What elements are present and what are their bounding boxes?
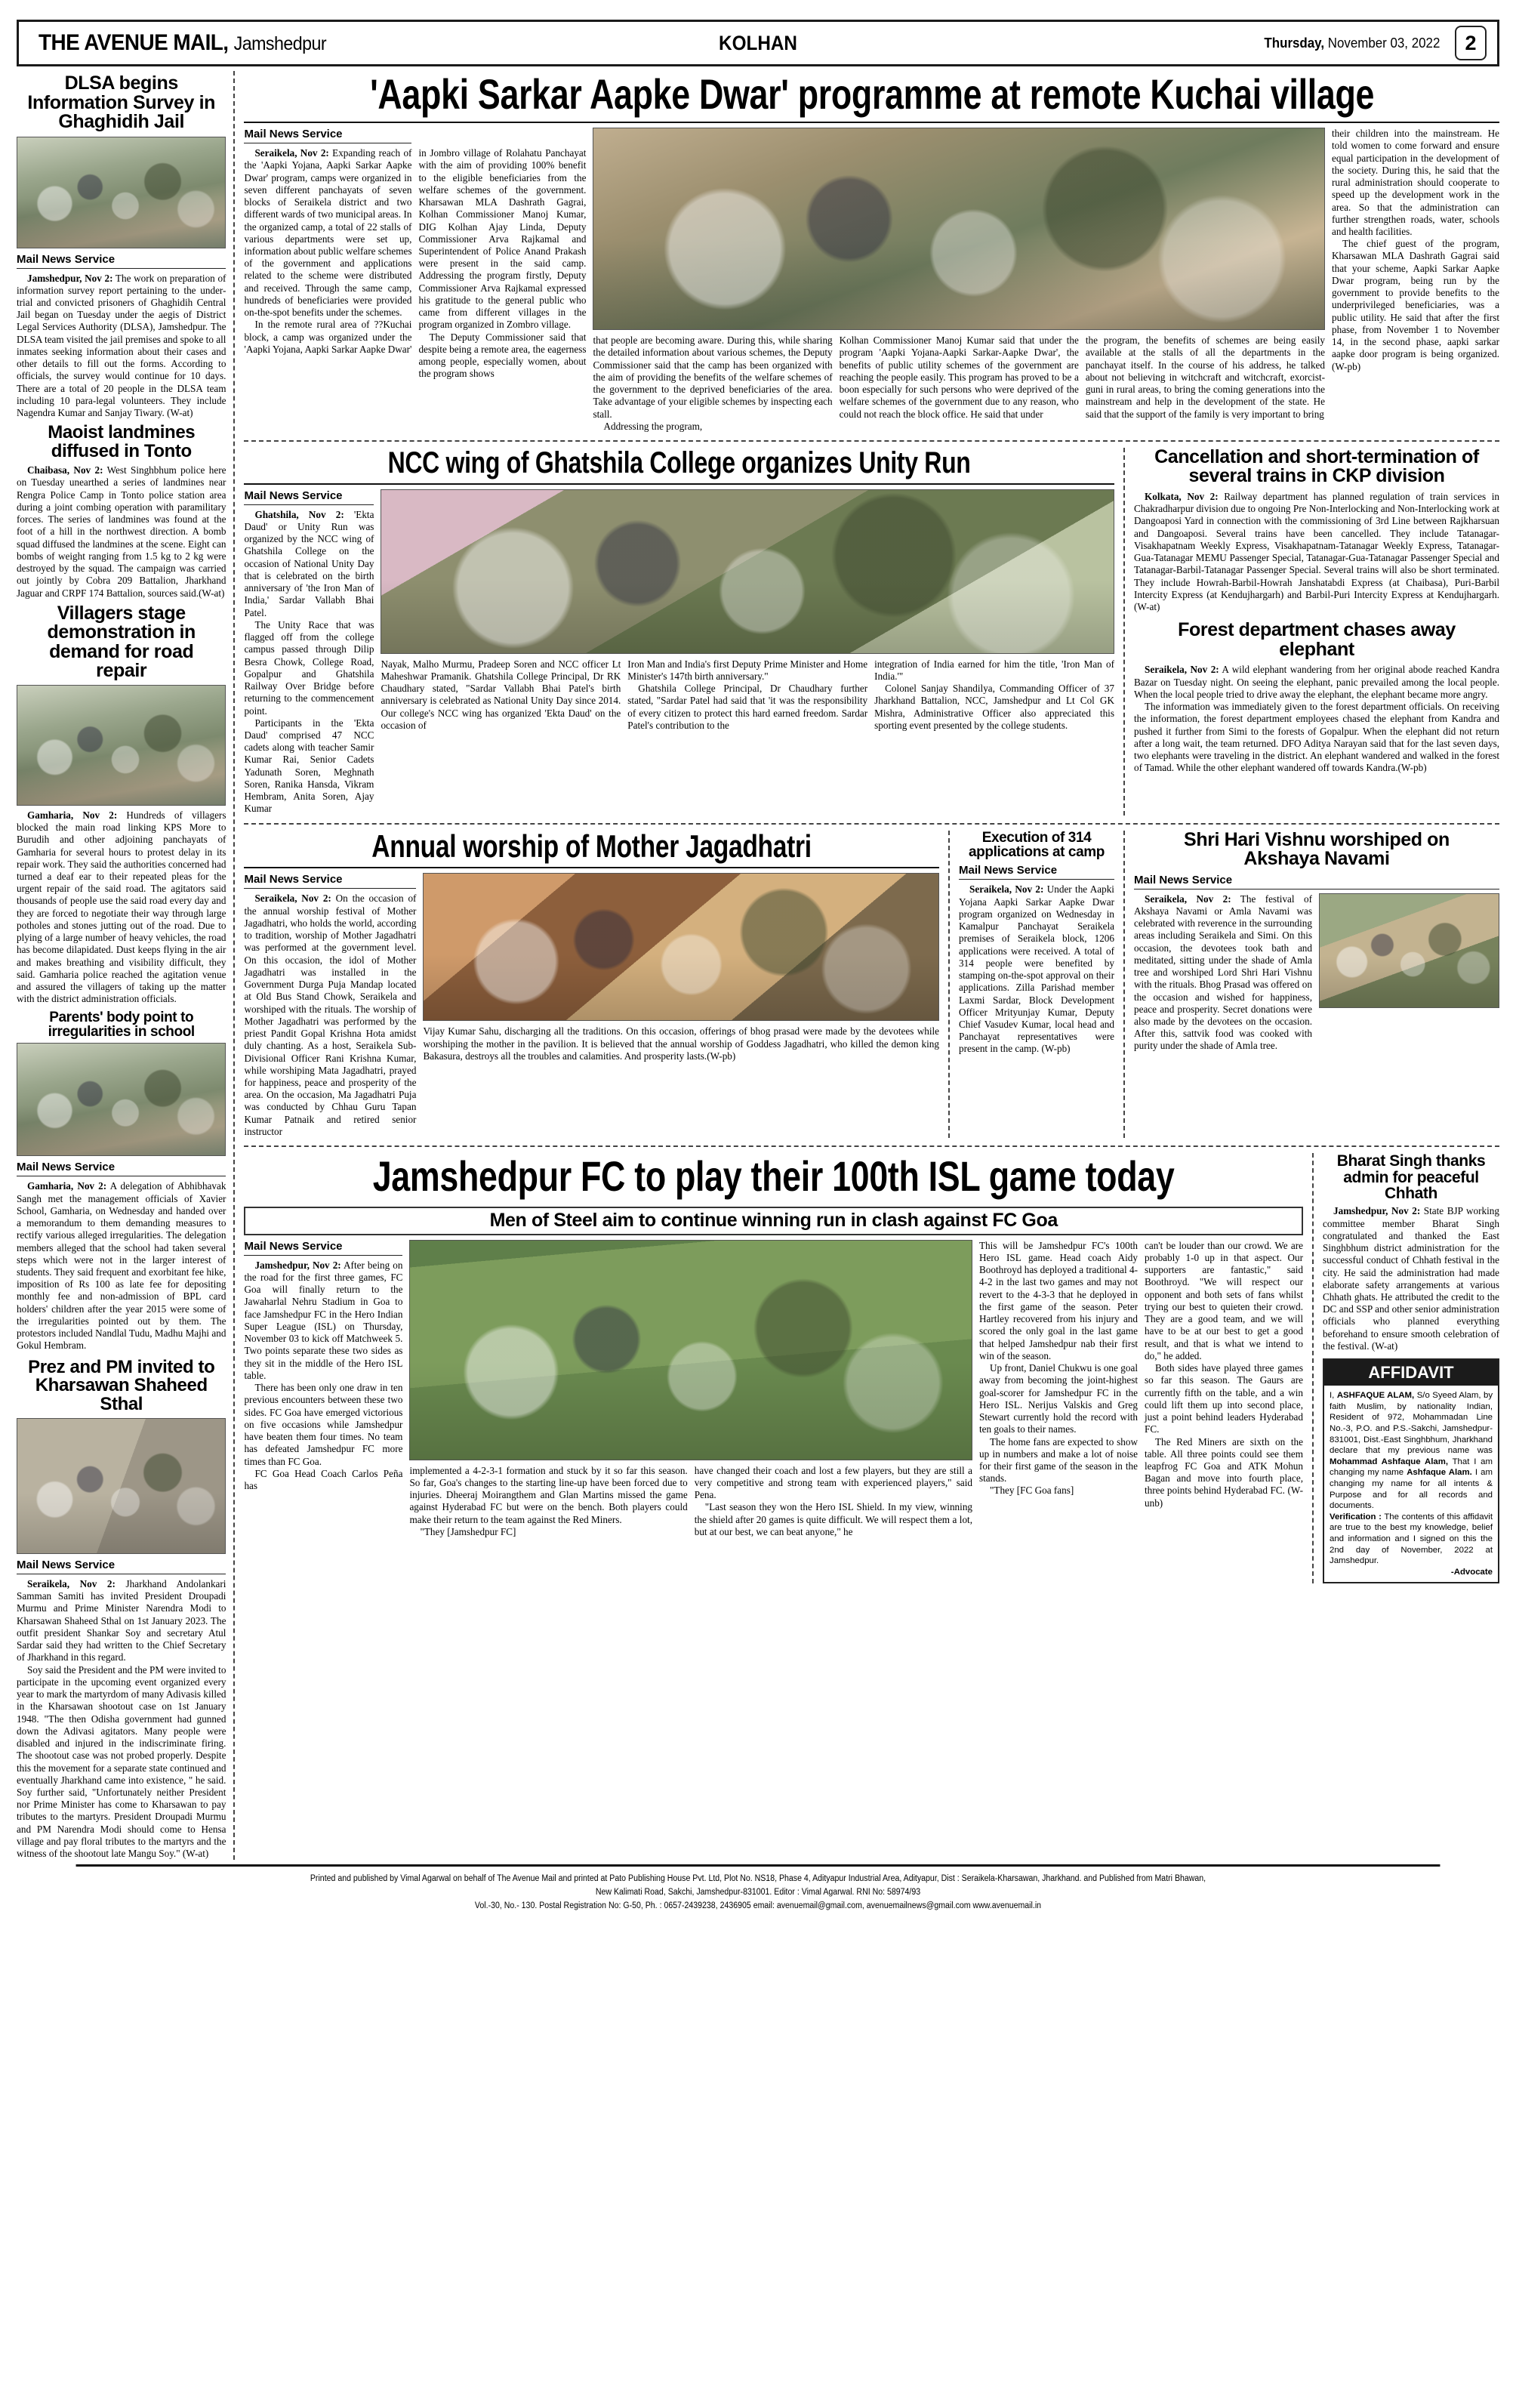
photo-parents-delegation: [17, 1043, 226, 1156]
photo-jagadhatri-idol: [423, 873, 939, 1021]
photo-prez-pm-portraits: [17, 1418, 226, 1554]
body-jfc-c2: implemented a 4-2-3-1 formation and stuck by it so far this season. So far, Goa's changes to the starting line-up have been forced due to injuries. Dheeraj Moirangthem and Glan Martins missed the game against Hyderabad FC but were on the bench. Both players could make their return to the team against the Red Miners.: [409, 1464, 688, 1525]
body-jfc-c4b: Up front, Daniel Chukwu is one goal away from becoming the joint-highest goal-scorer for Jamshedpur FC in the Hero ISL. Nerijus Valskis and Greg Stewart currently hold the record with ten goals to their names.: [979, 1362, 1138, 1435]
affidavit-name-current: ASHFAQUE ALAM,: [1336, 1391, 1415, 1401]
vishnu-block: [1123, 828, 1499, 1139]
jfc-col-2: [409, 1465, 687, 1538]
execution-block: [948, 831, 1123, 1139]
affidavit-line1-post: S/o Syeed Alam, by faith Muslim, by nationality Indian, Resident of 972, Mohammadan Line No.-3, P.O. and P.S.-Sakchi, Jamshedpur-831001, Dist.-East Singhbhum, Jharkhand declare that my previous name was: [1330, 1391, 1493, 1456]
dateline-aapki: Seraikela, Nov 2:: [254, 147, 329, 159]
body-ncc-c4b: Colonel Sanjay Shandilya, Commanding Officer of 37 Jharkhand Battalion, NCC, Jamshedpur and Lt Col GK Mishra, Administrative Officer also appreciated this sporting event presented by the college students.: [874, 683, 1114, 731]
body-jfc-c5c: The Red Miners are sixth on the table. All three points could see them leapfrog FC Goa and ATK Mohun Bagan and move into fourth place, three points behind Hyderabad FC. (W-unb): [1145, 1435, 1303, 1509]
ncc-col-3: [627, 658, 867, 732]
ncc-grid: [244, 489, 1114, 816]
headline-aapki-sarkar: 'Aapki Sarkar Aapke Dwar' programme at remote Kuchai village: [369, 70, 1374, 118]
jfc-block: [244, 1153, 1312, 1583]
dateline-jfc: Jamshedpur, Nov 2:: [254, 1259, 341, 1271]
body-ncc-c2: Nayak, Malho Murmu, Pradeep Soren and NCC officer Lt Maheshwar Pramanik. Ghatshila College Principal, Dr RK Chaudhary stated, "Sardar Vallabh Bhai Patel's birth anniversary is celebrated as National Unity Day since 2014. Our college's NCC wing has organized 'Ekta Daud' on the occasion of: [381, 658, 621, 731]
headline-trains: Cancellation and short-termination of several trains in CKP division: [1154, 446, 1479, 487]
jfc-row: [244, 1153, 1499, 1583]
masthead-city: Jamshedpur: [233, 33, 327, 54]
body-dlsa: [17, 273, 226, 420]
body-vishnu: [1134, 893, 1312, 1053]
left-column: [17, 71, 233, 1860]
jagadhatri-grid: [244, 873, 939, 1138]
body-aapki-c3: that people are becoming aware. During this, while sharing the detailed information about various schemes, the Deputy Commissioner said that the camp has been organized with the aim of providing the benefits of the welfare schemes of the government to the deprived beneficiaries of the area. Take advantage of your eligible schemes by inspecting each stall.: [593, 335, 833, 420]
photo-jfc-match-action: [409, 1240, 972, 1460]
dateline-execution: Seraikela, Nov 2:: [969, 883, 1044, 896]
lead-col-6: [1332, 128, 1499, 433]
body-aapki-c6: their children into the mainstream. He told women to come forward and ensure equal participation in the development of the society. During this, he said that the rural administration should cooperate to speed up the development work in the area. So that the administration can further strengthen roads, water, schools and health facilities.: [1332, 128, 1499, 237]
headline-parents: Parents' body point to irregularities in school: [48, 1009, 195, 1040]
headline-jfc: Jamshedpur FC to play their 100th ISL game today: [372, 1152, 1175, 1201]
body-forest-text: A wild elephant wandering from her original abode reached Kandra Bazar on Tuesday night. On seeing the elephant, panic prevailed among the local people. When the local people tried to drive away the elephant, the elephant became more angry.: [1134, 664, 1499, 700]
jfc-col-3: [695, 1465, 972, 1538]
ncc-photo-and-cols: [381, 489, 1114, 816]
body-aapki-c1-text: Expanding reach of the 'Aapki Yojana, Aapki Sarkar Aapke Dwar' program, camps were organized in seven different panchayats of seven blocks of Seraikela district and two different wards of two municipal areas. In the organized camp, a total of 22 stalls of various departments were set up, information about public welfare schemes of the government and applications related to the scheme were distributed and received. Through the same camp, hundreds of beneficiaries were provided on-the-spot benefits under the schemes.: [244, 147, 412, 319]
photo-villagers-protest: [17, 685, 226, 806]
body-aapki-c1b: In the remote rural area of ??Kuchai block, a camp was organized under the 'Aapki Yojana, Aapki Sarkar Aapke Dwar': [244, 319, 412, 355]
headline-vishnu: Shri Hari Vishnu worshiped on Akshaya Navami: [1184, 828, 1450, 870]
jagadhatri-col-1: [244, 873, 416, 1138]
body-jfc-c3b: "Last season they won the Hero ISL Shield. In my view, winning the shield after 20 games is quite difficult. We will respect them a lot, but at our best, we can beat anyone," he: [694, 1501, 973, 1537]
body-forest: [1134, 664, 1499, 701]
body-jfc-c1b: There has been only one draw in ten previous encounters between these two sides. FC Goa have emerged victorious on five occasions while Jamshedpur have beaten them four times. No team has defeated Jamshedpur FC more times than FC Goa.: [244, 1382, 403, 1467]
masthead-section: KOLHAN: [719, 31, 797, 54]
subhead-jfc-box: [244, 1207, 1303, 1235]
body-jfc-c4: This will be Jamshedpur FC's 100th Hero ISL game. Head coach Aidy Boothroyd has deployed a traditional 4-4-2 in the last two games and may not revert to the 4-3-3 that he deployed in the first game of the season. Peter Hartley recovered from his injury and scored the only goal in the last game that helped Jamshedpur nab their first win of the season.: [979, 1239, 1138, 1361]
affidavit-name-new: Ashfaque Alam.: [1407, 1468, 1472, 1478]
headline-maoist: Maoist landmines diffused in Tonto: [48, 422, 196, 461]
affidavit-advertisement: [1323, 1358, 1499, 1583]
body-jfc-c4d: "They [FC Goa fans]: [990, 1485, 1074, 1497]
body-aapki-c6b: The chief guest of the program, Kharsawan MLA Dashrath Gagrai said that your scheme, Aapki Sarkar Aapke Dwar program, being run by the government to provide benefits to the underprivileged beneficiaries, was a public utility. He said that after the first phase, from November 1 to November 14, in the second phase, aapki sarkar aapke door program is being organized. (W-pb): [1332, 238, 1499, 372]
affidavit-body: [1324, 1386, 1498, 1582]
body-jfc-c1: [244, 1259, 402, 1382]
byline-vishnu: Mail News Service: [1134, 874, 1499, 890]
jagadhatri-block: [244, 828, 948, 1139]
body-forest-2: The information was immediately given to the forest department officials. On receiving the information, the forest department employees chased the elephant from Kandra and pushed it further from Simi to the forests of Gopalpur. When the elephant did not return after a long wait, the team returned. DFO Aditya Narayan said that for the last seven days, two elephants were traveling in the district. An elephant wandered and walked in the forest of Tamad. While the other elephant wandered off towards Kandra.(W-pb): [1134, 701, 1499, 774]
lead-col-2: [418, 128, 586, 433]
body-prez-text: Jharkhand Andolankari Samman Samiti has invited President Droupadi Murmu and Prime Minister Narendra Modi to Kharsawan Shaheed Sthal on 1st January 2023. The outfit president Shankar Soy and secretary Atul Sardar said they had written to the Chief Secretary of Jharkhand in this regard.: [17, 1578, 226, 1663]
body-ncc-c3b: Ghatshila College Principal, Dr Chaudhary further stated, "Sardar Patel had said that 'it was the responsibility of every citizen to protect this hard earned freedom. Sardar Patel's contribution to the: [627, 683, 868, 731]
lead-col-1: [244, 128, 411, 433]
photo-dlsa-jail-survey: [17, 137, 226, 248]
masthead-day: Thursday,: [1264, 35, 1325, 51]
dateline-prez: Seraikela, Nov 2:: [27, 1578, 116, 1590]
byline-jfc: Mail News Service: [244, 1240, 402, 1256]
masthead-date: [1265, 35, 1441, 51]
body-execution-text: Under the Aapki Yojana Aapki Sarkar Aapke Dwar program organized on Wednesday in Kamalpur Panchayat Seraikela premises of Seraikela block, 1206 applications were received. A total of 314 people were benefited by stamping on-the-spot approval on their applications. Zilla Parishad member Laxmi Sardar, Block Development Officer Mrityunjay Kumar, Deputy Chief Vasudev Kumar, local head and Panchayat representatives were present in the camp. (W-pb): [959, 883, 1114, 1055]
headline-ncc: NCC wing of Ghatshila College organizes Unity Run: [387, 446, 971, 479]
body-jagadhatri-c1-text: On the occasion of the annual worship festival of Mother Jagadhatri, who holds the world, according to tradition, worship of Mother Jagadhatri was performed at the government level. On this occasion, the idol of Mother Jagadhatri was installed in the Government Durga Puja Mandap located at Old Bus Stand Chowk, Seraikela and worshiped with the rituals. The worship of Mother Jagadhatri was performed by the priest Pandit Gopal Krishna Hota amidst duly chanting. As a host, Seraikela Sub-Divisional Officer Rani Krishna Kumar, while worshiping Mata Jagadhatri, prayed for happiness, peace and prosperity of the area. On the occasion, Ma Jagadhatri Puja was conducted by Chhau Guru Tapan Kumar Patnaik and retired senior instructor: [244, 893, 417, 1137]
lead-col-5: [1086, 335, 1325, 433]
vishnu-text-col: [1134, 893, 1312, 1053]
body-jfc-c2b: "They [Jamshedpur FC]: [420, 1525, 516, 1537]
body-jfc-c4c: The home fans are expected to show up in numbers and make a lot of noise for their first game of the season in the stands.: [979, 1435, 1138, 1485]
footer-line-3: Vol.-30, No.- 130. Postal Registration No: G-50, Ph. : 0657-2439238, 2436905 email: avenuemail@gmail.com, avenuemailnews@gmail.com www.avenuemail.in: [474, 1901, 1042, 1911]
masthead-paper-name: THE AVENUE MAIL,: [39, 30, 229, 55]
ncc-lower-cols: [381, 658, 1114, 732]
ncc-col-1: [244, 489, 374, 816]
body-jfc-c5b: Both sides have played three games so far this season. The Gaurs are currently fifth on the table, and a win could lift them up into second place, just a point behind leaders Hyderabad FC.: [1145, 1362, 1303, 1435]
dateline-bharat: Jamshedpur, Nov 2:: [1333, 1205, 1421, 1217]
ncc-col-4: [874, 658, 1114, 732]
page-number-badge: 2: [1455, 26, 1487, 60]
lead-story-grid: [244, 128, 1499, 433]
trains-block: [1123, 448, 1499, 816]
dateline-jagadhatri: Seraikela, Nov 2:: [254, 893, 331, 905]
headline-forest: Forest department chases away elephant: [1178, 619, 1456, 660]
affidavit-line2: That I am changing my name: [1330, 1457, 1493, 1478]
body-jfc-c1c: FC Goa Head Coach Carlos Peña has: [244, 1467, 403, 1491]
body-dlsa-text: The work on preparation of information survey report pertaining to the under-trial and convicted prisoners of Ghaghidih Central Jail began on Tuesday under the aegis of District Legal Services Authority (DLSA), Jamshedpur. The DLSA team visited the jail premises and spoke to all inmates seeking information about their cases and other details to fill out the forms. According to officials, the survey would continue for 10 days. There are a total of 20 people in the DLSA team including 10 para-legal volunteers. They include Nagendra Kumar and Sanjay Tiwary. (W-at): [17, 272, 226, 419]
body-ncc-c1-text: 'Ekta Daud' or Unity Run was organized by the NCC wing of Ghatshila College on the occasion of National Unity Day that is celebrated on the birth anniversary of 'the Iron Man of India,' Sardar Vallabh Bhai Patel.: [244, 508, 374, 618]
dateline-ncc: Ghatshila, Nov 2:: [254, 508, 344, 520]
body-jfc-c5: can't be louder than our crowd. We are probably 1-0 up in that aspect. Our supporters are fantastic," said Boothroyd. "We will respect our opponent and both sets of fans whilst trying our best to quieten their crowd. They are a good team, and we will have to be at our best to get a good result, and that is what we intend to do," he added.: [1145, 1239, 1303, 1361]
body-aapki-c3b: Addressing the program,: [603, 420, 703, 432]
byline-dlsa: Mail News Service: [17, 253, 226, 269]
footer-line-2: New Kalimati Road, Sakchi, Jamshedpur-831001. Editor : Vimal Agarwal. RNI No: 58974/93: [595, 1888, 921, 1898]
body-aapki-c2b: The Deputy Commissioner said that despite being a remote area, the eagerness among people, especially women, about the program shows: [418, 331, 587, 380]
body-jfc-c3: have changed their coach and lost a few players, but they are still a very competitive and strong team with experienced players," said Pena.: [694, 1464, 973, 1501]
affidavit-signature: -Advocate: [1450, 1567, 1493, 1577]
photo-akshaya-navami-devotees: [1319, 893, 1499, 1008]
body-maoist: [17, 464, 226, 600]
byline-prez: Mail News Service: [17, 1559, 226, 1574]
affidavit-line3: I am changing my name for all intents & Purpose and for all records and documents.: [1330, 1468, 1493, 1511]
lead-col-4: [840, 335, 1079, 433]
byline-aapki: Mail News Service: [244, 128, 411, 143]
jagadhatri-row: [244, 828, 1499, 1139]
subhead-jfc: Men of Steel aim to continue winning run in clash against FC Goa: [489, 1210, 1058, 1232]
jfc-col-1: [244, 1240, 402, 1538]
body-bharat-text: State BJP working committee member Bharat Singh congratulated and thanked the East Singhbhum district administration for the successful conduct of Chhath festival in the city. He said the administration had made elaborate safety arrangements at various Chhath ghats. He attributed the credit to the DC and SSP and other senior administration officials who planned everything beforehand to ensure smooth celebration of the festival. (W-at): [1323, 1205, 1499, 1352]
body-villagers: [17, 809, 226, 1006]
affidavit-name-previous: Mohammad Ashfaque Alam,: [1330, 1457, 1448, 1466]
ncc-trains-row: [244, 448, 1499, 816]
page-footer: [76, 1864, 1441, 1913]
lead-col-3: [593, 335, 832, 433]
lead-lower-cols: [593, 335, 1325, 433]
headline-dlsa: DLSA begins Information Survey in Ghaghidih Jail: [27, 72, 216, 132]
byline-execution: Mail News Service: [959, 864, 1114, 880]
jfc-col-4: [979, 1240, 1138, 1538]
byline-ncc: Mail News Service: [244, 489, 374, 505]
body-vishnu-text: The festival of Akshaya Navami or Amla Navami was celebrated with reverence in the surrounding areas including Seraikela and Simi. On this occasion, the devotees took bath and meditated, sitting under the shade of Amla tree and worshiped Lord Shri Hari Vishnu with the rituals. Bhog Prasad was offered on the occasion and wished for happiness, peace and prosperity. Secret donations were also made by the devotees on the occasion. After this, sattvik food was cooked with purity under the shade of Amla tree.: [1134, 893, 1312, 1052]
jfc-col-5: [1145, 1240, 1303, 1538]
body-bharat: [1323, 1205, 1499, 1352]
headline-execution: Execution of 314 applications at camp: [969, 829, 1105, 861]
dateline-vishnu: Seraikela, Nov 2:: [1145, 893, 1231, 905]
masthead: [17, 20, 1499, 66]
body-aapki-c4: Kolhan Commissioner Manoj Kumar said that under the program 'Aapki Yojana-Aapki Sarkar-Aapke Dwar', the benefits of public utility schemes of the government are reaching the people easily. This program has proved to be a boon especially for such persons who were deprived of the welfare schemes of the government due to any reason, who could not reach the block office. He said that under: [839, 335, 1079, 420]
body-parents-text: A delegation of Abhibhavak Sangh met the management officials of Xavier School, Gamharia, on Wednesday and handed over a memorandum to them demanding measures to rectify various alleged irregularities. The delegation members alleged that the school had taken several steps which were not in the larger interest of students. They said frequent and exorbitant fee hike, imposition of Rs 100 as late fee for depositing monthly fee and non-admission of BPL card holders' children after the year 2015 were some of the irregularities pointed out by them. The protestors included Nandlal Tudu, Madhu Majhi and Gokul Hembram.: [17, 1180, 226, 1352]
affidavit-line1-pre: I,: [1330, 1391, 1337, 1401]
body-ncc-c1: [244, 509, 374, 619]
dateline-dlsa: Jamshedpur, Nov 2:: [27, 272, 113, 284]
headline-prez: Prez and PM invited to Kharsawan Shaheed Sthal: [28, 1356, 215, 1414]
photo-ncc-unity-run: [381, 489, 1114, 654]
footer-line-1: Printed and published by Vimal Agarwal on behalf of The Avenue Mail and printed at Pato Publishing House Pvt. Ltd, Plot No. NS18, Phase 4, Adityapur Industrial Area, Adityapur, Dist : Seraikela-Kharsawan, Jharkhand. and Published from Matri Bhawan,: [310, 1874, 1206, 1884]
headline-bharat: Bharat Singh thanks admin for peaceful Chhath: [1336, 1152, 1486, 1202]
body-trains: [1134, 491, 1499, 613]
ncc-col-2: [381, 658, 621, 732]
dateline-forest: Seraikela, Nov 2:: [1145, 664, 1219, 676]
dateline-villagers: Gamharia, Nov 2:: [27, 809, 118, 821]
body-prez-2: Soy said the President and the PM were invited to participate in the upcoming event organized every year to mark the martyrdom of many Adivasis killed in the Kharsawan shootout case on 1st January 1948. "The then Odisha government had gunned down the Adivasi agitators. Many people were disabled and injured in the indiscriminate firing. The shootout case was not probed properly. Despite this the movement for a separate state continued and eventually Jharkhand came into existence, " he said. Soy further said, "Unfortunately neither President nor Prime Minister has come to Kharsawan to pay tributes to the martyrs. President Droupadi Murmu and PM Narendra Modi should come to Hensa village and pay floral tributes to the martyrs and the witness of the shootout late Mangu Soy." (W-at): [17, 1663, 226, 1860]
affidavit-verification-label: Verification :: [1330, 1512, 1382, 1522]
dateline-maoist: Chaibasa, Nov 2:: [27, 464, 103, 476]
vishnu-photo-col: [1319, 893, 1499, 1053]
masthead-date-value: November 03, 2022: [1324, 35, 1441, 51]
body-villagers-text: Hundreds of villagers blocked the main road linking KPS More to Burudih and other adjoining panchayats of Gamharia for several hours to protest delay in its repair work. They said the authorities concerned had turned a deaf ear to their repeated pleas for the urgent repair of the said road. The agitators said thousands of people use the said road every day and they are forced to negotiate their way through large potholes and stones jutting out of the road. Due to plying of a large number of heavy vehicles, the road has become dilapidated. Dust keeps flying in the air and makes breathing and visibility difficult, they said. Gamharia police reached the agitation venue and assured the villagers of taking up the matter with the district administration officials.: [17, 809, 226, 1005]
lead-photo-and-cols: [593, 128, 1325, 433]
body-trains-text: Railway department has planned regulation of train services in Chakradharpur division due to ongoing Pre Non-Interlocking and Non-Interlocking work at Dangoaposi Yard in connection with the commissioning of 3rd Line between Rajkharsuan and Dangoaposi. Several trains have been cancelled. They include Tatanagar-Visakhapatnam Weekly Express, Visakhapatnam-Tatanagar Weekly Express, Tatanagar-Gua-Tatanagar MEMU Passenger Special, Tatanagar-Gua-Tatanagar Passenger Special and Tatanagar-Barbil-Tatanagar Passenger Special. Several trains will also be short terminated. They include Howrah-Barbil-Howrah Janshatabdi Express (at Chaibasa), Puri-Barbil Intercity Express (at Kendujhargarh) and Barbil-Puri Intercity Express at Kendujhargarh. (W-at): [1134, 490, 1500, 613]
body-ncc-c1b: The Unity Race that was flagged off from the college campus passed through Dilip Besra Chowk, College Road, Gopalpur and Ghatshila Railway Over Bridge before returning to the commencement point.: [244, 618, 374, 717]
headline-villagers: Villagers stage demonstration in demand for road repair: [47, 602, 196, 682]
bharat-block: [1312, 1153, 1499, 1583]
jfc-photo-and-cols: [409, 1240, 972, 1538]
body-parents: [17, 1180, 226, 1352]
dateline-parents: Gamharia, Nov 2:: [27, 1180, 107, 1192]
body-ncc-c1c: Participants in the 'Ekta Daud' comprised 47 NCC cadets along with teacher Samir Kumar Rai, Senior Cadets Yadunath Soren, Meghnath Soren, Ranika Hansda, Vikram Hembram, Anita Soren, Ajay Kumar: [244, 717, 374, 815]
body-aapki-c5: the program, the benefits of schemes are being easily available at the stalls of all the departments in the panchayat itself. In the course of his address, he talked about not believing in witchcraft and witchcraft, exorcist-guni in rural areas, to bring the coming generations into the mainstream and help in the development of the state. He said that the support of the family is very important to bring: [1085, 335, 1326, 420]
affidavit-header: AFFIDAVIT: [1324, 1360, 1498, 1386]
dateline-trains: Kolkata, Nov 2:: [1145, 490, 1219, 502]
body-jagadhatri-c1: [244, 893, 416, 1138]
byline-jagadhatri: Mail News Service: [244, 873, 416, 889]
body-ncc-c3: Iron Man and India's first Deputy Prime Minister and Home Minister's 147th birth anniversary.": [627, 658, 868, 683]
jfc-grid: [244, 1240, 1303, 1538]
jfc-lower-cols: [409, 1465, 972, 1538]
top-section: [17, 71, 1499, 1860]
body-jagadhatri-c2: Vijay Kumar Sahu, discharging all the traditions. On this occasion, offerings of bhog prasad were made by the devotees while worshiping the mother in the pavilion. It is believed that the annual worship of Goddess Jagadhatri, who killed the demon king Bakasura, destroys all the troubles and calamities. And prosperity lasts.(W-pb): [423, 1025, 939, 1062]
body-ncc-c4: integration of India earned for him the title, 'Iron Man of India.'": [874, 658, 1114, 683]
body-prez: [17, 1578, 226, 1664]
photo-aapki-sarkar-camp: [593, 128, 1325, 330]
jagadhatri-photo-col: [423, 873, 939, 1138]
vishnu-grid: [1134, 893, 1499, 1053]
affidavit-verification-text: The contents of this affidavit are true to the best my knowledge, belief and information and I signed on this the 2nd day of November, 2022 at Jamshedpur.: [1330, 1512, 1493, 1566]
body-jfc-c1-text: After being on the road for the first three games, FC Goa will finally return to the Jawaharlal Nehru Stadium in Goa to face Jamshedpur FC in the Hero Indian Super League (ISL) on Thursday, November 03 to kick off Matchweek 5. Two points separate these two sides as they sit in the middle of the Hero ISL table.: [244, 1259, 403, 1381]
main-column: [233, 71, 1499, 1860]
body-maoist-text: West Singhbhum police here on Tuesday unearthed a series of landmines near Rengra Police Camp in Tonto police station area during a joint combing operation with paramilitary forces. The series of landmines was found at the foot of a hill in the northwest direction. A bomb squad diffused the landmines at the scene. Eight can bombs of weight ranging from 1.5 kg to 2 kg were destroyed by the squad. The campaign was carried out jointly by Cobra 209 Battalion, Jharkhand Jaguar and CRPF 174 Battalion, sources said.(W-at): [17, 464, 226, 599]
ncc-block: [244, 448, 1123, 816]
body-aapki-c2: in Jombro village of Rolahatu Panchayat with the aim of providing 100% benefit to the eligible beneficiaries from the welfare schemes of the government. Kharsawan MLA Dashrath Gagrai, Kolhan Commissioner Manoj Kumar, DIG Kolhan Ajay Linda, Deputy Commissioner Arva Rajkamal and Superintendent of Police Anand Prakash were present in the said camp. Addressing the program firstly, Deputy Commissioner Arva Rajkamal expressed his gratitude to the general public who came from different villages in the program organized in Zombro village.: [418, 147, 587, 331]
body-aapki-c1: [244, 147, 411, 319]
body-execution: [959, 883, 1114, 1055]
headline-jagadhatri: Annual worship of Mother Jagadhatri: [371, 828, 812, 864]
byline-parents: Mail News Service: [17, 1161, 226, 1176]
